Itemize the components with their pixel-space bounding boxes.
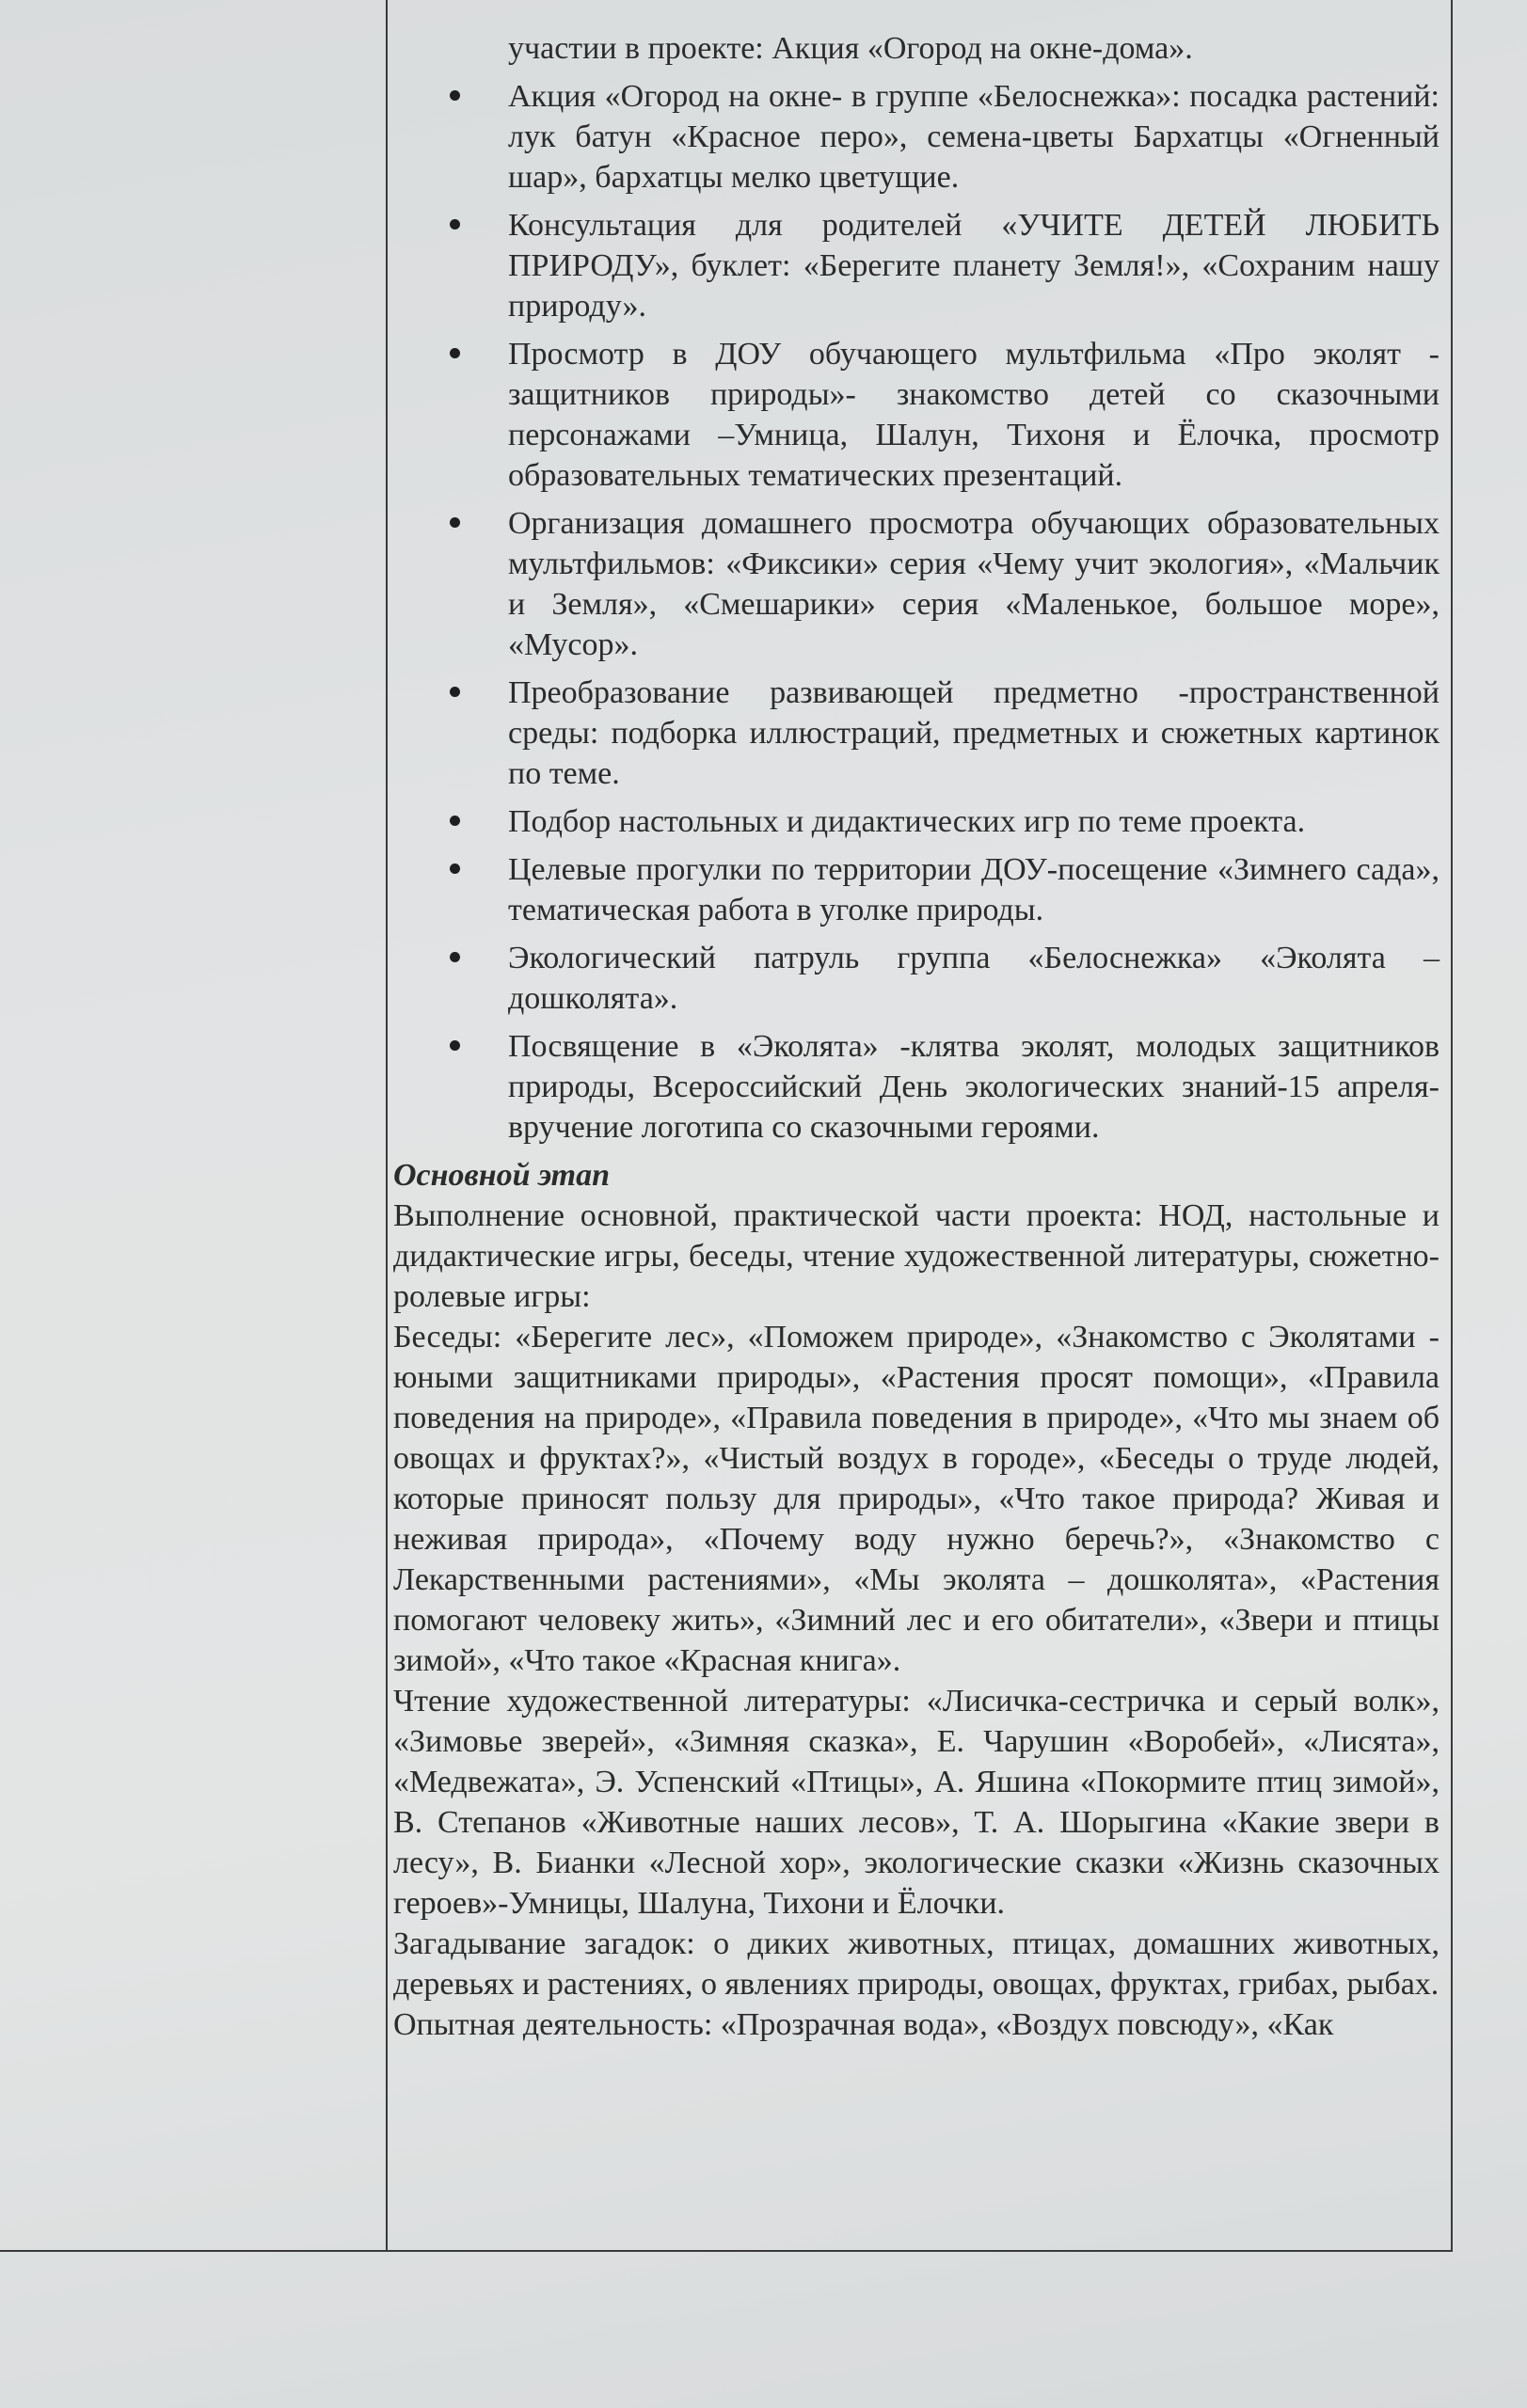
list-item xyxy=(393,938,1440,1019)
list-item-text: Консультация для родителей «УЧИТЕ ДЕТЕЙ ЛЮБИТЬ ПРИРОДУ», буклет: «Берегите планету Земля!», «Сохраним нашу природу». xyxy=(508,208,1440,324)
list-item-text: Организация домашнего просмотра обучающих образовательных мультфильмов: «Фиксики» серия «Чему учит экология», «Мальчик и Земля», «Смешарики» серия «Маленькое, большое море», «Мусор». xyxy=(508,506,1440,662)
table-left-cell xyxy=(0,0,388,2250)
list-item-text: Просмотр в ДОУ обучающего мультфильма «Про эколят - защитников природы»- знакомство детей со сказочными персонажами –Умница, Шалун, Тихоня и Ёлочка, просмотр образовательных тематических презентаций. xyxy=(508,337,1440,493)
list-item xyxy=(393,334,1440,496)
list-item-text: Целевые прогулки по территории ДОУ-посещение «Зимнего сада», тематическая работа в уголке природы. xyxy=(508,852,1440,927)
list-item-text: Преобразование развивающей предметно -пространственной среды: подборка иллюстраций, предметных и сюжетных картинок по теме. xyxy=(508,675,1440,791)
list-item-text: Акция «Огород на окне- в группе «Белоснежка»: посадка растений: лук батун «Красное перо», семена-цветы Бархатцы «Огненный шар», бархатцы мелко цветущие. xyxy=(508,79,1440,195)
list-item xyxy=(393,503,1440,665)
bullet-icon xyxy=(450,816,460,826)
section-heading: Основной этап xyxy=(393,1158,611,1193)
continued-line: участии в проекте: Акция «Огород на окне-дома». xyxy=(508,31,1193,66)
list-item-text: Подбор настольных и дидактических игр по теме проекта. xyxy=(508,804,1306,839)
list-item-text: Посвящение в «Эколята» -клятва эколят, молодых защитников природы, Всероссийский День экологических знаний-15 апреля- вручение логотипа со сказочными героями. xyxy=(508,1029,1440,1145)
bullet-icon xyxy=(450,687,460,697)
paragraph-conversations: Беседы: «Берегите лес», «Поможем природе», «Знакомство с Эколятами - юными защитниками природы», «Растения просят помощи», «Правила поведения на природе», «Правила поведения в природе», «Что мы знаем об овощах и фруктах?», «Чистый воздух в городе», «Беседы о труде людей, которые приносят пользу для природы», «Что такое природа? Живая и неживая природа», «Почему воду нужно беречь?», «Знакомство с Лекарственными растениями», «Мы эколята – дошколята», «Растения помогают человеку жить», «Зимний лес и его обитатели», «Звери и птицы зимой», «Что такое «Красная книга». xyxy=(393,1320,1440,1678)
table-cell-content xyxy=(393,28,1440,2045)
list-item xyxy=(393,849,1440,930)
bullet-icon xyxy=(450,863,460,874)
list-item xyxy=(393,1026,1440,1148)
bullet-icon xyxy=(450,348,460,358)
paragraph-main-stage: Выполнение основной, практической части проекта: НОД, настольные и дидактические игры, беседы, чтение художественной литературы, сюжетно-ролевые игры: xyxy=(393,1198,1440,1314)
list-item xyxy=(393,673,1440,794)
paragraph-reading: Чтение художественной литературы: «Лисичка-сестричка и серый волк», «Зимовье зверей», «Зимняя сказка», Е. Чарушин «Воробей», «Лисята», «Медвежата», Э. Успенский «Птицы», А. Яшина «Покормите птиц зимой», В. Степанов «Животные наших лесов», Т. А. Шорыгина «Какие звери в лесу», В. Бианки «Лесной хор», экологические сказки «Жизнь сказочных героев»-Умницы, Шалуна, Тихони и Ёлочки. xyxy=(393,1684,1440,1921)
bullet-icon xyxy=(450,1040,460,1051)
bullet-icon xyxy=(450,952,460,962)
paragraph-experiments: Опытная деятельность: «Прозрачная вода», «Воздух повсюду», «Как xyxy=(393,2007,1334,2042)
list-item xyxy=(393,76,1440,198)
list-item xyxy=(393,205,1440,326)
list-item-text: Экологический патруль группа «Белоснежка» «Эколята – дошколята». xyxy=(508,941,1440,1016)
preparatory-activities-list xyxy=(393,76,1440,1148)
bullet-icon xyxy=(450,517,460,528)
paragraph-riddles: Загадывание загадок: о диких животных, птицах, домашних животных, деревьях и растениях, о явлениях природы, овощах, фруктах, грибах, рыбах. xyxy=(393,1926,1440,2002)
list-item xyxy=(393,801,1440,842)
bullet-icon xyxy=(450,90,460,101)
bullet-icon xyxy=(450,219,460,230)
